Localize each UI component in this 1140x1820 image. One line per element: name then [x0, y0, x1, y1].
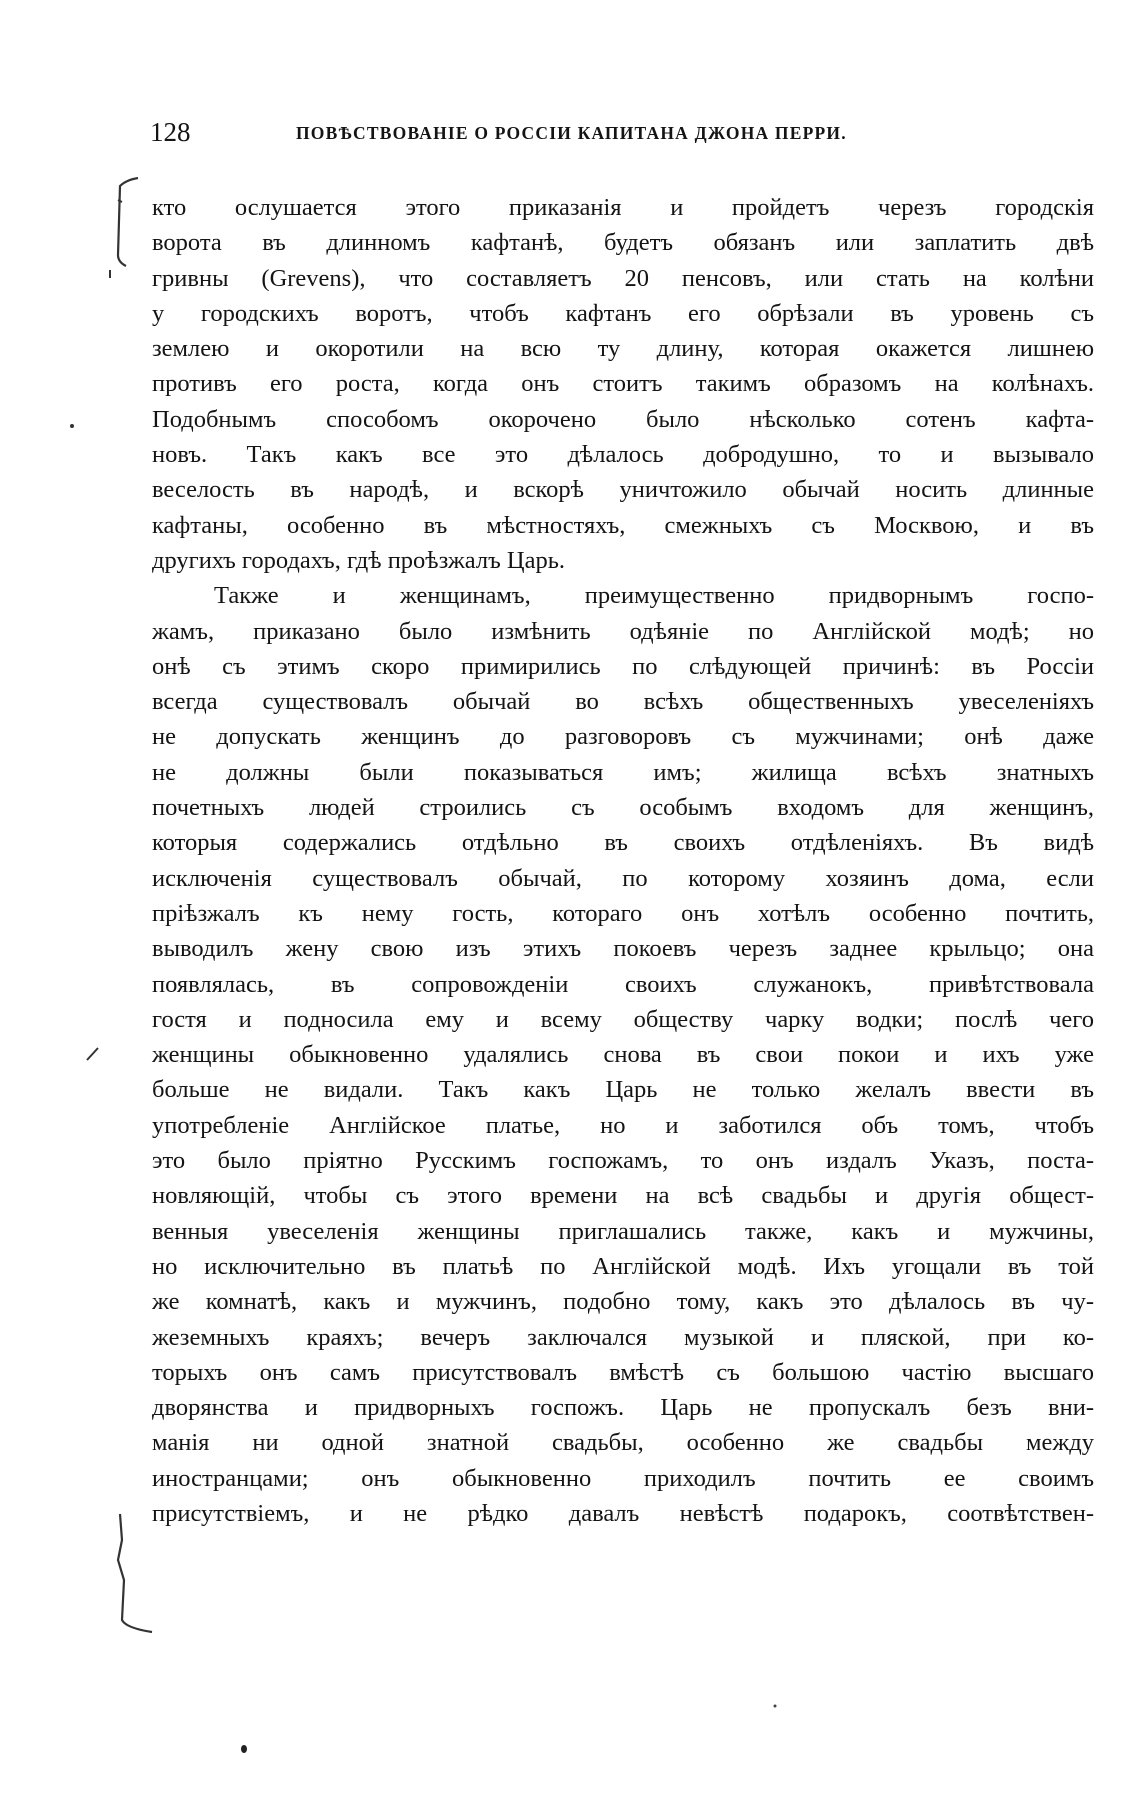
- text-line: жамъ, приказано было измѣнить одѣяніе по Англійской модѣ; но: [152, 617, 1094, 645]
- margin-dot-mark: [66, 420, 80, 434]
- margin-tick-mark: [84, 1040, 104, 1064]
- stray-speck-mark: [770, 1700, 780, 1712]
- text-line: которыя содержались отдѣльно въ своихъ отдѣленіяхъ. Въ видѣ: [152, 829, 1094, 857]
- text-line: гостя и подносила ему и всему обществу чарку водки; послѣ чего: [152, 1005, 1094, 1033]
- text-line: же комнатѣ, какъ и мужчинъ, подобно тому, какъ это дѣлалось въ чу-: [152, 1288, 1094, 1316]
- text-line: веселость въ народѣ, и вскорѣ уничтожило обычай носить длинные: [152, 476, 1094, 504]
- text-line: новляющій, чтобы съ этого времени на всѣ свадьбы и другія общест-: [152, 1182, 1094, 1210]
- text-line: противъ его роста, когда онъ стоитъ такимъ образомъ на колѣнахъ.: [152, 370, 1094, 398]
- text-line: Подобнымъ способомъ окорочено было нѣсколько сотенъ кафта-: [152, 405, 1094, 433]
- text-line: иностранцами; онъ обыкновенно приходилъ почтить ее своимъ: [152, 1464, 1094, 1492]
- page-number: 128: [150, 117, 191, 147]
- running-title: ПОВѢСТВОВАНІЕ О РОССІИ КАПИТАНА ДЖОНА ПЕРРИ.: [296, 123, 847, 143]
- margin-bracket-top-mark: [96, 160, 146, 280]
- text-line: кафтаны, особенно въ мѣстностяхъ, смежныхъ съ Москвою, и въ: [152, 511, 1094, 539]
- text-line: другихъ городахъ, гдѣ проѣзжалъ Царь.: [152, 546, 565, 574]
- text-line: торыхъ онъ самъ присутствовалъ вмѣстѣ съ большою частію высшаго: [152, 1358, 1094, 1386]
- text-line: дворянства и придворныхъ госпожъ. Царь не пропускалъ безъ вни-: [152, 1394, 1094, 1422]
- text-line: не допускать женщинъ до разговоровъ съ мужчинами; онѣ даже: [152, 723, 1094, 751]
- text-line: Также и женщинамъ, преимущественно придворнымъ госпо-: [214, 582, 1094, 610]
- text-line: употребленіе Англійское платье, но и заботился объ томъ, чтобъ: [152, 1111, 1094, 1139]
- text-line: присутствіемъ, и не рѣдко давалъ невѣстѣ подарокъ, соотвѣтствен-: [152, 1499, 1094, 1527]
- text-line: кто ослушается этого приказанія и пройдетъ черезъ городскія: [152, 194, 1094, 221]
- text-line: почетныхъ людей строились съ особымъ входомъ для женщинъ,: [152, 794, 1094, 822]
- text-line: манія ни одной знатной свадьбы, особенно же свадьбы между: [152, 1429, 1094, 1457]
- text-line: женщины обыкновенно удалялись снова въ свои покои и ихъ уже: [152, 1041, 1094, 1069]
- text-line: венныя увеселенія женщины приглашались также, какъ и мужчины,: [152, 1217, 1094, 1245]
- text-line: ворота въ длинномъ кафтанѣ, будетъ обязанъ или заплатить двѣ: [152, 229, 1094, 257]
- text-line: но исключительно въ платьѣ по Англійской модѣ. Ихъ угощали въ той: [152, 1252, 1094, 1280]
- text-line: пріѣзжалъ къ нему гость, котораго онъ хотѣлъ особенно почтить,: [152, 899, 1094, 927]
- text-line: онѣ съ этимъ скоро примирились по слѣдующей причинѣ: въ Россіи: [152, 652, 1094, 680]
- text-line: это было пріятно Русскимъ госпожамъ, то онъ издалъ Указъ, поста-: [152, 1147, 1094, 1175]
- text-line: землею и окоротили на всю ту длину, которая окажется лишнею: [152, 335, 1094, 363]
- stray-dot-mark: [238, 1740, 252, 1758]
- text-line: больше не видали. Такъ какъ Царь не только желалъ ввести въ: [152, 1076, 1094, 1104]
- body-text: [152, 190, 1094, 1531]
- running-head: [150, 112, 950, 152]
- text-line: у городскихъ воротъ, чтобъ кафтанъ его обрѣзали въ уровень съ: [152, 299, 1094, 327]
- text-line: гривны (Grevens), что составляетъ 20 пенсовъ, или стать на колѣни: [152, 264, 1094, 292]
- text-line: жеземныхъ краяхъ; вечеръ заключался музыкой и пляской, при ко-: [152, 1323, 1094, 1351]
- text-line: всегда существовалъ обычай во всѣхъ общественныхъ увеселеніяхъ: [152, 688, 1094, 716]
- text-line: не должны были показываться имъ; жилища всѣхъ знатныхъ: [152, 758, 1094, 786]
- text-line: исключенія существовалъ обычай, по которому хозяинъ дома, если: [152, 864, 1094, 892]
- text-line: появлялась, въ сопровожденіи своихъ служанокъ, привѣтствовала: [152, 970, 1094, 998]
- text-line: новъ. Такъ какъ все это дѣлалось добродушно, то и вызывало: [152, 441, 1094, 469]
- text-line: выводилъ жену свою изъ этихъ покоевъ черезъ заднее крыльцо; она: [152, 935, 1094, 963]
